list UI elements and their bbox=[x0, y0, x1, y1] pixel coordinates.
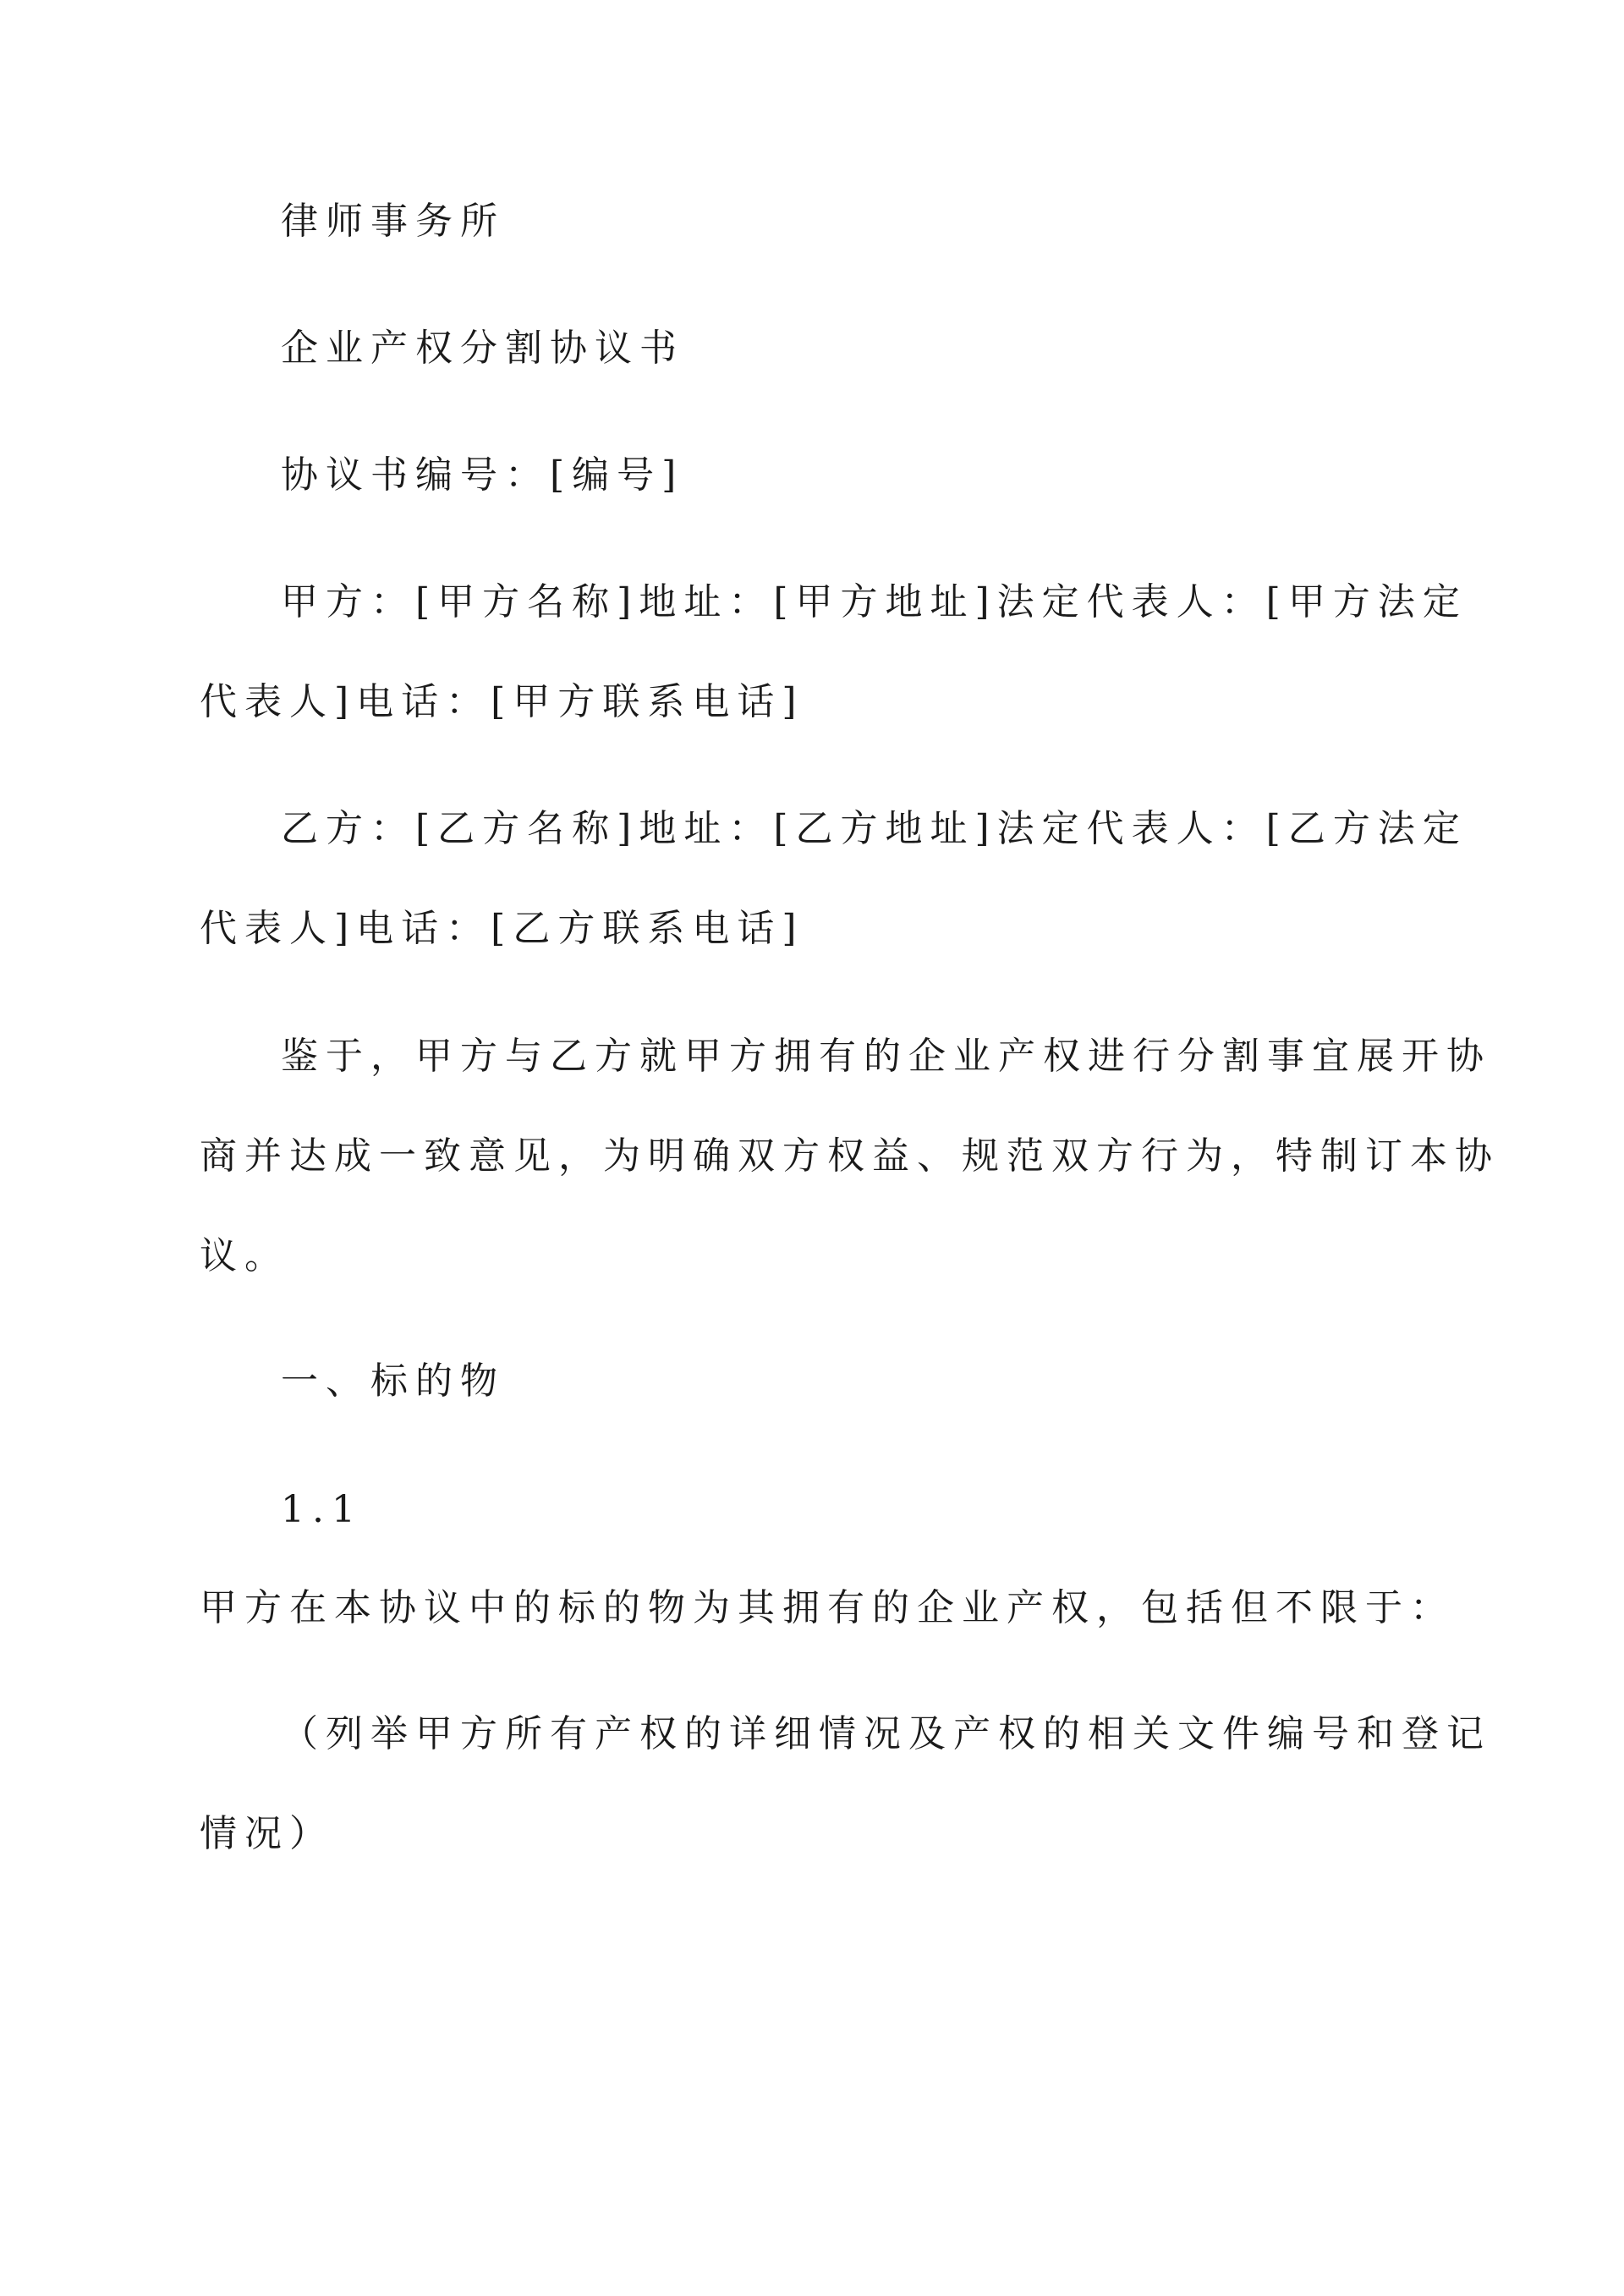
agreement-number: 协议书编号：[编号] bbox=[281, 453, 684, 497]
preamble-line-3: 议。 bbox=[200, 1234, 289, 1277]
clause-1-1-note-line-2: 情况） bbox=[200, 1812, 334, 1855]
section-1-title: 一、标的物 bbox=[281, 1359, 505, 1403]
clause-1-1-note-line-1: （列举甲方所有产权的详细情况及产权的相关文件编号和登记 bbox=[281, 1712, 1491, 1755]
party-b-line-1: 乙方：[乙方名称]地址：[乙方地址]法定代表人：[乙方法定 bbox=[281, 807, 1468, 850]
party-a-line-2: 代表人]电话：[甲方联系电话] bbox=[200, 680, 804, 723]
party-a-line-1: 甲方：[甲方名称]地址：[甲方地址]法定代表人：[甲方法定 bbox=[281, 580, 1468, 623]
firm-name: 律师事务所 bbox=[281, 200, 505, 243]
clause-1-1-text: 甲方在本协议中的标的物为其拥有的企业产权，包括但不限于： bbox=[200, 1586, 1455, 1629]
preamble-line-1: 鉴于，甲方与乙方就甲方拥有的企业产权进行分割事宜展开协 bbox=[281, 1035, 1491, 1078]
clause-1-1-number: 1.1 bbox=[281, 1488, 363, 1531]
agreement-title: 企业产权分割协议书 bbox=[281, 327, 684, 370]
preamble-line-2: 商并达成一致意见，为明确双方权益、规范双方行为，特制订本协 bbox=[200, 1134, 1500, 1178]
party-b-line-2: 代表人]电话：[乙方联系电话] bbox=[200, 907, 804, 950]
